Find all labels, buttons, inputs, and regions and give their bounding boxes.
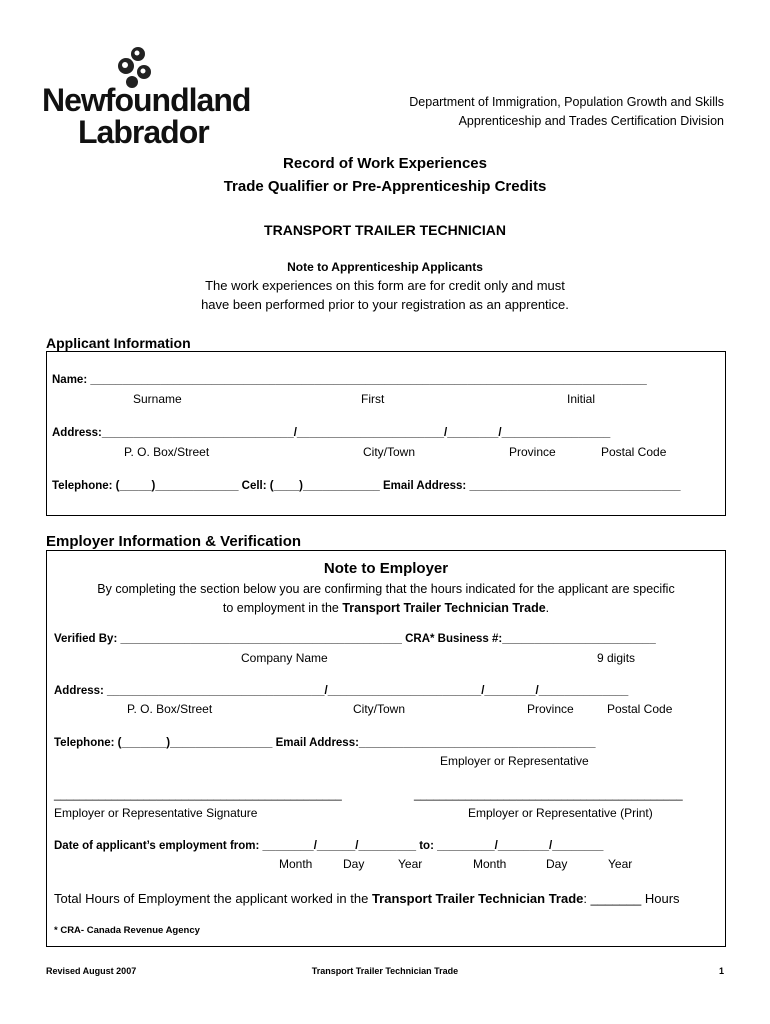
applicant-contact-field[interactable]: Telephone: (_____)_____________ Cell: (____)____________ Email Address: _________________________________ [52, 480, 681, 492]
nine-digits-label: 9 digits [597, 651, 636, 665]
to-day-label: Day [546, 857, 568, 871]
first-name-label: First [361, 392, 385, 406]
from-month-label: Month [279, 857, 313, 871]
employment-dates-field[interactable]: Date of applicant’s employment from: ________/______/_________ to: _________/________/________ [54, 840, 604, 852]
applicant-section-label: Applicant Information [46, 335, 191, 351]
footer-page-number: 1 [718, 966, 724, 976]
verified-by-label: Verified By [54, 633, 114, 645]
to-month-label: Month [473, 857, 507, 871]
logo-word-newfoundland: Newfoundland [42, 82, 251, 118]
applicant-info-box [46, 351, 726, 516]
employer-note-line-1: By completing the section below you are confirming that the hours indicated for the applicant are specific [97, 582, 675, 596]
applicant-note-line-1: The work experiences on this form are for credit only and must [205, 278, 565, 293]
division-name: Apprenticeship and Trades Certification Division [458, 114, 724, 128]
initial-label: Initial [567, 392, 596, 406]
signature-label: Employer or Representative Signature [54, 806, 258, 820]
form-title: Record of Work Experiences [283, 155, 487, 172]
applicant-note-line-2: have been performed prior to your registration as an apprentice. [201, 297, 569, 312]
employer-note-heading: Note to Employer [323, 560, 449, 577]
print-name-label: Employer or Representative (Print) [468, 806, 653, 820]
newfoundland-labrador-logo [40, 44, 251, 154]
applicant-name-field[interactable]: Name: _______________________________________________________________________________________ [52, 374, 647, 386]
employer-contact-field[interactable]: Telephone: (_______)________________ Email Address:_____________________________________ [54, 737, 596, 749]
to-year-label: Year [608, 857, 633, 871]
province-label: Province [509, 445, 556, 459]
employer-section-label: Employer Information & Verification [46, 533, 302, 550]
employer-note-line-2-pre: to employment in the [222, 601, 343, 615]
city-label: City/Town [363, 445, 416, 459]
total-hours-post: : _______ Hours [583, 891, 680, 906]
cra-footnote: * CRA- Canada Revenue Agency [54, 925, 200, 936]
footer-revised: Revised August 2007 [46, 966, 137, 976]
total-hours-trade: Transport Trailer Technician Trade [371, 891, 584, 906]
employer-note-line-2-post: . [545, 601, 550, 615]
from-day-label: Day [343, 857, 365, 871]
employer-info-box [46, 550, 726, 947]
footer-trade: Transport Trailer Technician Trade [311, 966, 459, 976]
employer-province-label: Province [527, 702, 574, 716]
applicant-address-field[interactable]: Address:______________________________/_______________________/________/_________________ [52, 427, 611, 439]
employer-note-line-2 [47, 601, 725, 615]
signature-line[interactable]: _____________________________________________ [54, 789, 342, 801]
verified-by-line: : ____________________________________________ CRA* Business #:________________________ [113, 633, 656, 645]
company-name-label: Company Name [241, 651, 328, 665]
employer-address-field[interactable]: Address: __________________________________/________________________/________/______________ [54, 685, 629, 697]
surname-label: Surname [133, 392, 182, 406]
form-subtitle: Trade Qualifier or Pre-Apprenticeship Credits [223, 178, 547, 195]
logo-word-labrador: Labrador [78, 114, 209, 150]
department-name: Department of Immigration, Population Growth and Skills [409, 95, 724, 109]
employer-po-box-label: P. O. Box/Street [127, 702, 213, 716]
trade-title: TRANSPORT TRAILER TECHNICIAN [264, 222, 506, 238]
applicant-note-heading: Note to Apprenticeship Applicants [287, 260, 483, 274]
employer-note-trade: Transport Trailer Technician Trade [342, 601, 546, 615]
from-year-label: Year [398, 857, 423, 871]
verified-by-field[interactable] [54, 633, 656, 645]
employer-city-label: City/Town [353, 702, 406, 716]
employer-postal-code-label: Postal Code [607, 702, 673, 716]
total-hours-field[interactable] [54, 891, 680, 906]
employer-or-rep-label: Employer or Representative [440, 754, 589, 768]
postal-code-label: Postal Code [601, 445, 667, 459]
print-name-line[interactable]: __________________________________________ [414, 789, 683, 801]
total-hours-pre: Total Hours of Employment the applicant worked in the [54, 891, 372, 906]
po-box-label: P. O. Box/Street [124, 445, 210, 459]
